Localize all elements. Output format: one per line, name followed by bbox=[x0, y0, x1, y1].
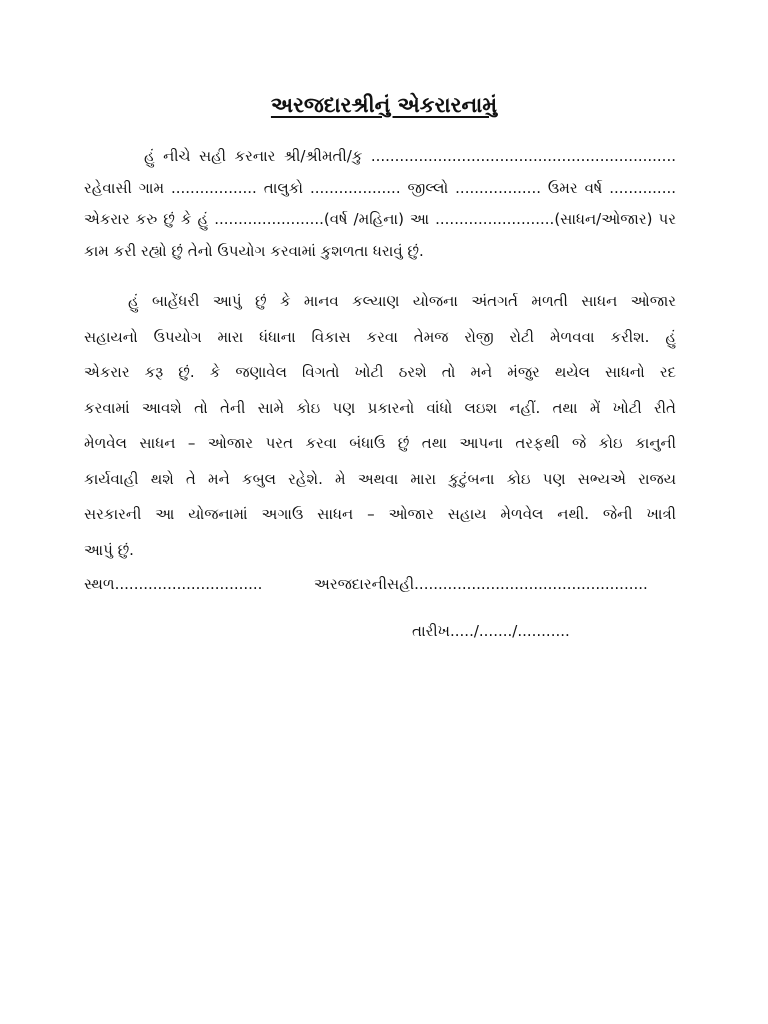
assurance-line: કાર્યવાહી થશે તે મને કબુલ રહેશે. મે અથવા મારા કુટુંબના કોઇ પણ સભ્યએ રાજય bbox=[84, 469, 676, 488]
declaration-line: એકરાર કરુ છું કે હું .......................(વર્ષ /મહિના) આ .........................(સાધન/ઓજાર) પર bbox=[84, 210, 676, 228]
declaration-line: કામ કરી રહ્યો છું તેનો ઉપયોગ કરવામાં કુશળતા ધરાવું છું. bbox=[84, 241, 424, 260]
assurance-line: સરકારની આ યોજનામાં અગાઉ સાધન – ઓજાર સહાય મેળવેલ નથી. જેની ખાત્રી bbox=[84, 505, 676, 523]
assurance-line: કરવામાં આવશે તો તેની સામે કોઇ પણ પ્રકારનો વાંધો લઇશ નહીં. તથા મેં ખોટી રીતે bbox=[84, 398, 676, 417]
assurance-line: એકરાર કરૂ છું. કે જણાવેલ વિગતો ખોટી ઠરશે તો મને મંજુર થયેલ સાધનો રદ bbox=[84, 363, 676, 381]
assurance-line: મેળવેલ સાધન – ઓજાર પરત કરવા બંધાઉ છું તથા આપના તરફથી જે કોઇ કાનુની bbox=[84, 434, 676, 452]
declaration-line: રહેવાસી ગામ .................. તાલુકો ................... જીલ્લો .................. ઉમર વર્ષ .............. bbox=[84, 178, 676, 197]
declaration-line: હું નીચે સહી કરનાર શ્રી/શ્રીમતી/કુ ................................................................ bbox=[144, 147, 676, 165]
date-field: તારીખ...../......./........... bbox=[412, 622, 570, 640]
assurance-line: આપું છું. bbox=[84, 540, 134, 559]
assurance-line: સહાયનો ઉપયોગ મારા ધંધાના વિકાસ કરવા તેમજ રોજી રોટી મેળવવા કરીશ. હું bbox=[84, 327, 676, 346]
document-title: અરજદારશ્રીનું એકરારનામું bbox=[270, 93, 498, 117]
declaration-paragraph bbox=[84, 141, 676, 267]
place-field: સ્થળ............................... bbox=[84, 575, 263, 593]
applicant-signature-field: અરજદારનીસહી................................................. bbox=[314, 575, 648, 593]
assurance-paragraph bbox=[84, 284, 676, 568]
assurance-line: હું બાહેંધરી આપું છું કે માનવ કલ્યાણ યોજના અંતગર્ત મળતી સાધન ઓજાર bbox=[128, 292, 676, 310]
